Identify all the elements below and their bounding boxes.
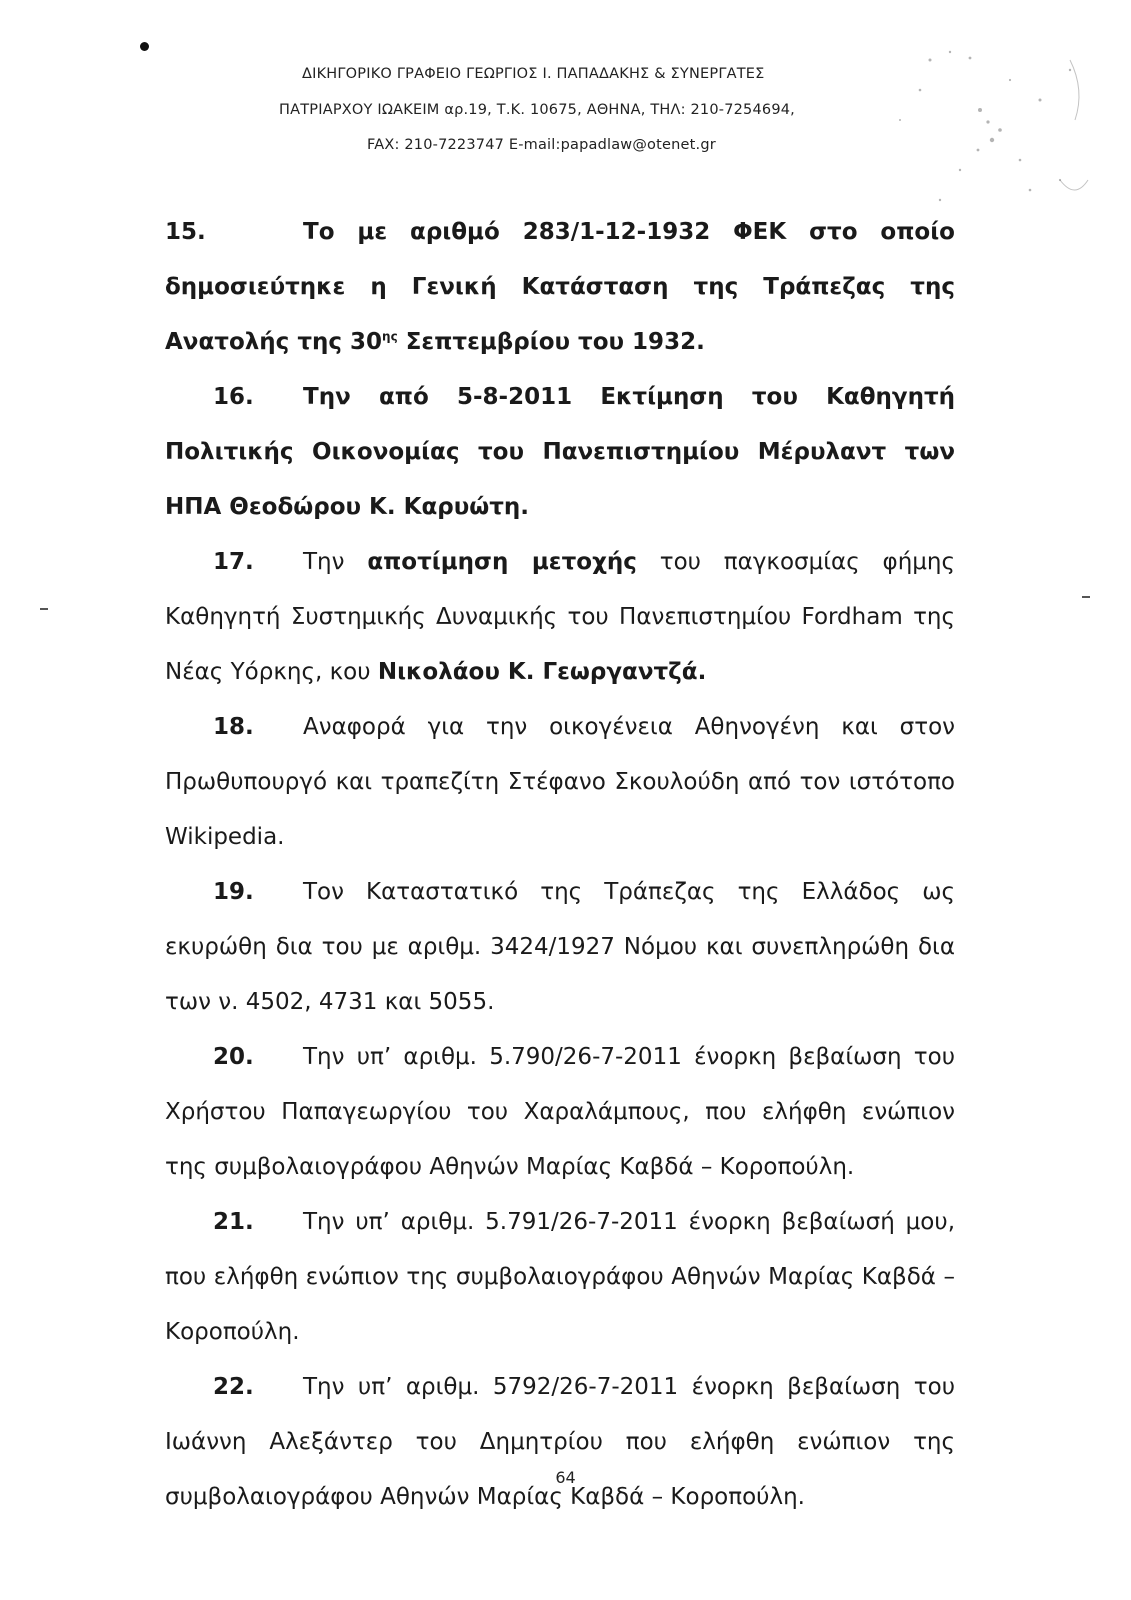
item-number: 21. — [213, 1209, 254, 1235]
item-text: Την — [303, 549, 368, 575]
item-text: Την υπ’ αριθμ. 5.791/26-7-2011 ένορκη βεβαίωσή μου, που ελήφθη ενώπιον της συμβολαιογράφου Αθηνών Μαρίας Καβδά – Κοροπούλη. — [165, 1209, 955, 1345]
item-text: Το με αριθμό 283/1-12-1932 ΦΕΚ στο οποίο δημοσιεύτηκε η Γενική Κατάσταση της Τράπεζας της Ανατολής της 30 — [165, 219, 955, 355]
item-text-end: Σεπτεμβρίου του 1932. — [397, 329, 705, 355]
item-number: 16. — [213, 384, 254, 410]
item-text: Την υπ’ αριθμ. 5.790/26-7-2011 ένορκη βεβαίωση του Χρήστου Παπαγεωργίου του Χαραλάμπους, που ελήφθη ενώπιον της συμβολαιογράφου Αθηνών Μαρίας Καβδά – Κοροπούλη. — [165, 1044, 955, 1180]
item-text: Αναφορά για την οικογένεια Αθηνογένη και στον Πρωθυπουργό και τραπεζίτη Στέφανο Σκουλούδη από τον ιστότοπο Wikipedia. — [165, 714, 955, 850]
document-body — [165, 205, 955, 1525]
item-number: 19. — [213, 879, 254, 905]
list-item-22 — [165, 1360, 955, 1525]
letterhead-address: ΠΑΤΡΙΑΡΧΟΥ ΙΩΑΚΕΙΜ αρ.19, Τ.Κ. 10675, ΑΘΗΝΑ, ΤΗΛ: 210-7254694, — [279, 102, 795, 118]
item-number: 22. — [213, 1374, 254, 1400]
scan-mark-left — [40, 608, 48, 610]
list-item-15 — [165, 205, 955, 370]
item-text: Την υπ’ αριθμ. 5792/26-7-2011 ένορκη βεβαίωση του Ιωάννη Αλεξάντερ του Δημητρίου που ελήφθη ενώπιον της συμβολαιογράφου Αθηνών Μαρίας Καβδά – Κοροπούλη. — [165, 1374, 955, 1510]
item-number: 18. — [213, 714, 254, 740]
item-number: 15. — [165, 219, 206, 245]
item-text-bold: αποτίμηση μετοχής — [367, 549, 637, 575]
item-text-cont: του παγκοσμίας φήμης Καθηγητή Συστημικής Δυναμικής του Πανεπιστημίου Fordham της Νέας Υόρκης, κου — [165, 549, 955, 685]
scan-smudge-mark — [860, 30, 1100, 230]
letterhead-contact: FAX: 210-7223747 E-mail:papadlaw@otenet.gr — [367, 137, 716, 153]
list-item-21 — [165, 1195, 955, 1360]
scan-mark-right — [1082, 596, 1090, 598]
item-text: Τον Καταστατικό της Τράπεζας της Ελλάδος ως εκυρώθη δια του με αριθμ. 3424/1927 Νόμου και συνεπληρώθη δια των ν. 4502, 4731 και 5055. — [165, 879, 955, 1015]
page-number: 64 — [555, 1468, 576, 1487]
list-item-16 — [165, 370, 955, 535]
item-superscript: ης — [382, 329, 398, 344]
list-item-19 — [165, 865, 955, 1030]
list-item-20 — [165, 1030, 955, 1195]
item-number: 20. — [213, 1044, 254, 1070]
letterhead-firm: ΔΙΚΗΓΟΡΙΚΟ ΓΡΑΦΕΙΟ ΓΕΩΡΓΙΟΣ Ι. ΠΑΠΑΔΑΚΗΣ & ΣΥΝΕΡΓΑΤΕΣ — [302, 66, 765, 82]
item-text-bold-name: Νικολάου Κ. Γεωργαντζά. — [377, 659, 707, 685]
item-number: 17. — [213, 549, 254, 575]
scan-speck — [140, 42, 149, 51]
list-item-18 — [165, 700, 955, 865]
list-item-17 — [165, 535, 955, 700]
item-text: Την από 5-8-2011 Εκτίμηση του Καθηγητή Πολιτικής Οικονομίας του Πανεπιστημίου Μέρυλαντ των ΗΠΑ Θεοδώρου Κ. Καρυώτη. — [165, 384, 955, 520]
